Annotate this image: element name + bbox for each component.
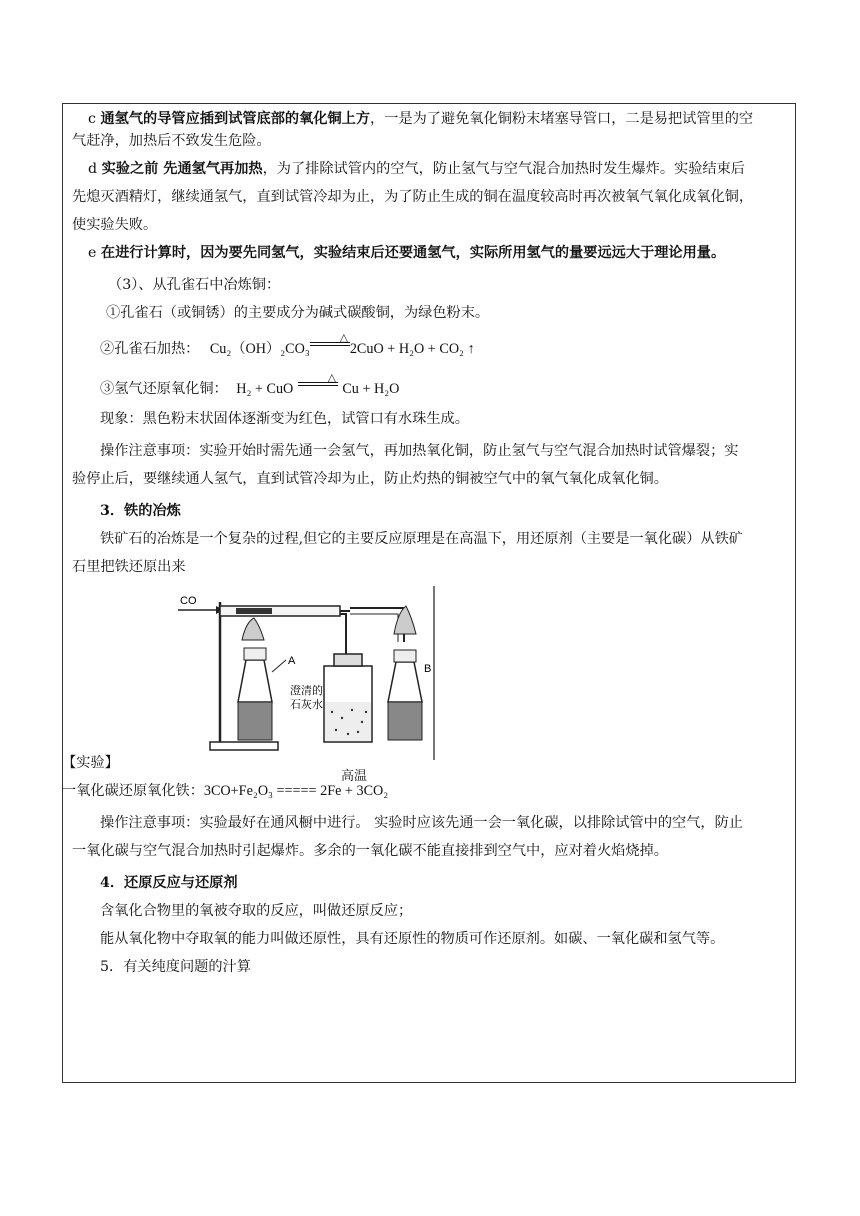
reduction-definition: 含氧化合物里的氧被夺取的反应，叫做还原反应； [100, 903, 413, 919]
heading-reduction: 4．还原反应与还原剂 [100, 875, 238, 891]
item-c-marker: c [88, 111, 101, 127]
notes-copper-line2: 验停止后，要继续通人氢气，直到试管冷却为止，防止灼热的铜被空气中的氧气氧化成氧化铜。 [72, 471, 668, 487]
heading-purity-calc: 5．有关纯度问题的汁算 [100, 959, 251, 975]
lamp-b-label: B [424, 663, 432, 675]
item-d-text: ，为了排除试管内的空气，防止氢气与空气混合加热时发生爆炸。实验结束后 [262, 161, 745, 177]
malachite-heat-label: ②孔雀石加热： [100, 341, 200, 357]
document-body [62, 108, 792, 978]
h2-eq-products: Cu + H₂O [342, 381, 400, 397]
heat-condition-2 [298, 371, 338, 393]
co-inlet-label: CO [180, 595, 197, 607]
malachite-item-1: ①孔雀石（或铜锈）的主要成分为碱式碳酸铜，为绿色粉末。 [106, 305, 490, 321]
iron-equation: 一氧化碳还原氧化铁：3CO+Fe₂O₃ ===== 2Fe + 3CO₂ [62, 783, 389, 799]
notes-copper-line1: 操作注意事项：实验开始时需先通一会氢气，再加热氧化铜，防止氢气与空气混合加热时试管爆裂；实 [100, 443, 739, 459]
phenomenon-text: 现象：黑色粉末状固体逐渐变为红色，试管口有水珠生成。 [100, 411, 469, 427]
apparatus-figure [62, 582, 792, 772]
lime-water-label-1: 澄清的 [290, 684, 323, 697]
item-c-line2: 气赶净，加热后不致发生危险。 [72, 133, 271, 149]
iron-intro-line1: 铁矿石的冶炼是一个复杂的过程,但它的主要反应原理是在高温下，用还原剂（主要是一氧化碳）从铁矿 [100, 531, 743, 547]
item-d-marker: d [88, 161, 102, 177]
para-c [72, 108, 792, 130]
item-d-line3: 使实验失败。 [72, 217, 158, 233]
iron-equation-line [62, 769, 792, 802]
h2-reduction-label: ③氢气还原氧化铜： [100, 381, 228, 397]
item-e-bold: 在进行计算时，因为要先同氢气，实验结束后还要通氢气，实际所用氢气的量要远远大于理论用量。 [100, 245, 726, 261]
co-reduction-apparatus [168, 582, 438, 762]
iron-intro-line2: 石里把铁还原出来 [72, 559, 186, 575]
lamp-a-label: A [288, 655, 296, 667]
reducing-agent-definition: 能从氧化物中夺取氧的能力叫做还原性，具有还原性的物质可作还原剂。如碳、一氧化碳和氢气等。 [100, 931, 725, 947]
para-d [72, 158, 792, 180]
malachite-eq-products: 2CuO + H₂O + CO₂ ↑ [349, 341, 475, 357]
item-d-line2: 先熄灭酒精灯，继续通氢气，直到试管冷却为止，为了防止生成的铜在温度较高时再次被氧气氧化成氧化铜， [72, 189, 754, 205]
malachite-item-3 [72, 371, 792, 400]
lime-water-label-2: 石灰水 [290, 698, 323, 711]
delta-symbol-2: △ [327, 371, 337, 384]
h2-eq-reactant: H₂ + CuO [236, 381, 294, 397]
heat-condition [310, 331, 350, 353]
high-temp-condition: 高温 [341, 769, 368, 784]
experiment-label: 【实验】 [62, 755, 119, 771]
item-c-text: ，一是为了避免氧化铜粉末堵塞导管口，二是易把试管里的空 [370, 111, 754, 127]
item-e-marker: e [88, 245, 101, 261]
notes-iron-line1: 操作注意事项：实验最好在通风橱中进行。 实验时应该先通一会一氧化碳，以排除试管中的空气，防止 [100, 815, 743, 831]
item-c-bold: 通氢气的导管应插到试管底部的氧化铜上方 [100, 111, 371, 127]
item-d-bold: 实验之前 先通氢气再加热 [101, 161, 263, 177]
para-e [72, 242, 792, 264]
section-malachite-title: （3）、从孔雀石中冶炼铜： [108, 277, 281, 293]
malachite-eq-reactant: Cu₂（OH）₂CO₃ [209, 341, 310, 357]
malachite-item-2 [72, 331, 792, 360]
notes-iron-line2: 一氧化碳与空气混合加热时引起爆炸。多余的一氧化碳不能直接排到空气中，应对着火焰烧掉。 [72, 843, 668, 859]
delta-symbol: △ [339, 331, 349, 344]
heading-iron-smelting: 3．铁的冶炼 [100, 503, 181, 519]
